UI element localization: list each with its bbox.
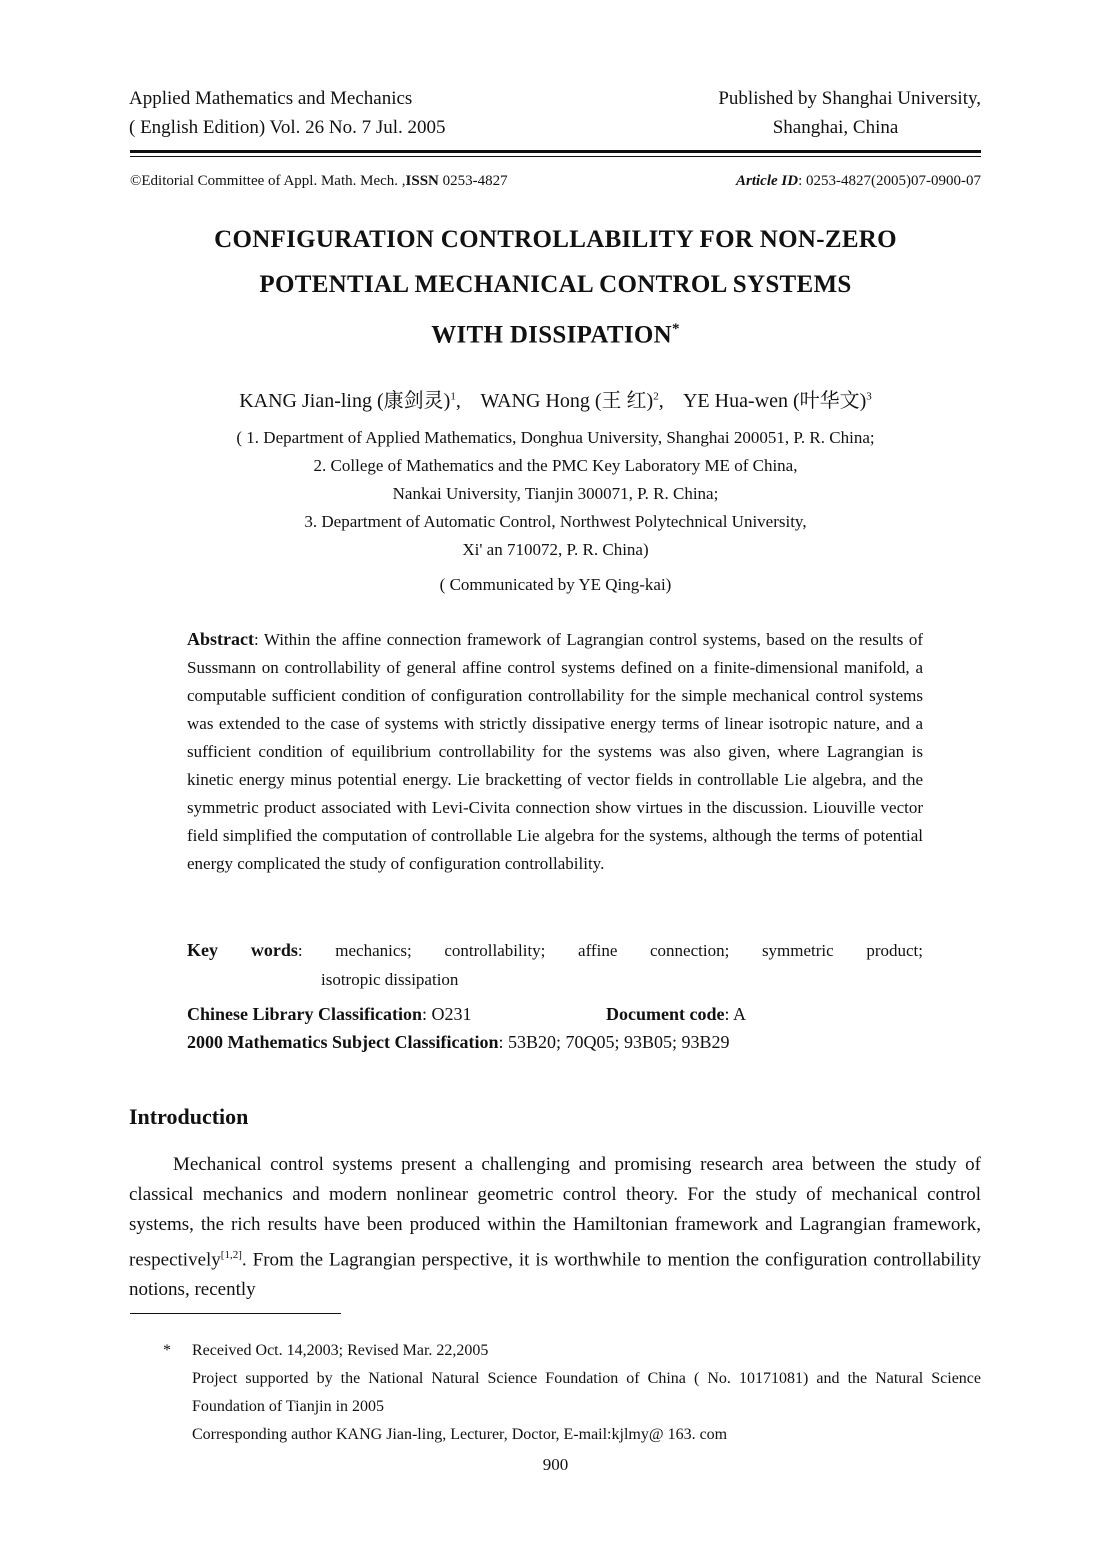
journal-name: Applied Mathematics and Mechanics xyxy=(129,88,413,109)
title-line-1: CONFIGURATION CONTROLLABILITY FOR NON-ZERO xyxy=(214,226,897,253)
affiliation-3-cont: Xi' an 710072, P. R. China) xyxy=(462,540,649,559)
clc-value: : O231 xyxy=(422,1004,472,1024)
abstract-label: Abstract xyxy=(187,629,254,649)
title-line-2: POTENTIAL MECHANICAL CONTROL SYSTEMS xyxy=(259,271,852,298)
issn-value: 0253-4827 xyxy=(442,173,508,189)
keywords-label: Key words xyxy=(187,940,298,960)
affiliation-2: 2. College of Mathematics and the PMC Key Laboratory ME of China, xyxy=(313,456,798,475)
publisher: Published by Shanghai University, xyxy=(718,88,981,109)
article-id-value: : 0253-4827(2005)07-0900-07 xyxy=(798,173,981,189)
msc-label: 2000 Mathematics Subject Classification xyxy=(187,1032,499,1052)
doc-code-label: Document code xyxy=(606,1004,725,1024)
footnote-mark: * xyxy=(163,1342,171,1359)
footnote-corresponding: Corresponding author KANG Jian-ling, Lecturer, Doctor, E-mail:kjlmy@ 163. com xyxy=(192,1426,728,1443)
author-separator: , xyxy=(455,390,461,412)
msc-value: : 53B20; 70Q05; 93B05; 93B29 xyxy=(498,1032,730,1052)
section-heading-introduction: Introduction xyxy=(129,1104,249,1129)
author-1: KANG Jian-ling (康剑灵) xyxy=(239,390,451,412)
publisher-location: Shanghai, China xyxy=(772,117,899,138)
title-footnote-mark: * xyxy=(671,321,680,337)
footnote-rule xyxy=(130,1313,341,1314)
copyright-line xyxy=(130,173,508,190)
author-2: WANG Hong (王 红) xyxy=(480,390,654,412)
abstract-text: : Within the affine connection framework of Lagrangian control systems, based on the results of Sussmann on controllability of general affine control systems defined on a finite-dimensional manifold, a computable sufficient condition of configuration controllability for the simple mechanical control systems was extended to the case of systems with strictly dissipative energy terms of linear isotropic nature, and a sufficient condition of equilibrium controllability for the systems was also given, where Lagrangian is kinetic energy minus potential energy. Lie bracketting of vector fields in controllable Lie algebra, and the symmetric product associated with Levi-Civita connection show virtues in the discussion. Liouville vector field simplified the computation of controllable Lie algebra for the systems, although the terms of potential energy complicated the study of configuration controllability. xyxy=(187,630,923,873)
affiliation-3: 3. Department of Automatic Control, Northwest Polytechnical University, xyxy=(304,512,807,531)
keywords-line-2: isotropic dissipation xyxy=(321,970,459,989)
keywords xyxy=(187,940,923,961)
article-id xyxy=(650,173,981,190)
footnote-funding: Project supported by the National Natural Science Foundation of China ( No. 10171081) and the Natural Science Foundation of Tianjin in 2005 xyxy=(192,1370,981,1415)
affiliation-1: ( 1. Department of Applied Mathematics, Donghua University, Shanghai 200051, P. R. China; xyxy=(236,428,875,447)
issn-label: ISSN xyxy=(405,173,439,189)
introduction-text-cont: . From the Lagrangian perspective, it is worthwhile to mention the configuration controllability notions, recently xyxy=(129,1249,981,1301)
page-number: 900 xyxy=(542,1455,569,1474)
communicated-by: ( Communicated by YE Qing-kai) xyxy=(439,575,672,594)
affiliation-2-cont: Nankai University, Tianjin 300071, P. R. China; xyxy=(392,484,719,503)
clc-label: Chinese Library Classification xyxy=(187,1004,423,1024)
header-rule-thick xyxy=(130,150,981,153)
keywords-line-1: : mechanics; controllability; affine connection; symmetric product; xyxy=(297,941,923,960)
copyright: ©Editorial Committee of Appl. Math. Mech. , xyxy=(130,173,406,189)
author-separator: , xyxy=(658,390,664,412)
author-3-affil: 3 xyxy=(866,390,872,403)
header-rule-thin xyxy=(130,156,981,157)
msc xyxy=(187,1032,730,1053)
clc xyxy=(187,1004,472,1025)
article-id-label: Article ID xyxy=(736,173,799,189)
journal-volume: ( English Edition) Vol. 26 No. 7 Jul. 2005 xyxy=(129,117,446,138)
author-1-affil: 1 xyxy=(450,390,456,403)
citation: [1,2] xyxy=(220,1249,242,1261)
author-2-affil: 2 xyxy=(653,390,659,403)
document-code xyxy=(606,1004,746,1025)
introduction-text: Mechanical control systems present a challenging and promising research area between the study of classical mechanics and modern nonlinear geometric control theory. For the study of mechanical control systems, the rich results have been produced within the Hamiltonian framework and Lagrangian framework, respectively xyxy=(129,1154,981,1271)
authors xyxy=(0,384,1111,413)
introduction-paragraph xyxy=(129,1150,981,1305)
doc-code-value: : A xyxy=(724,1004,746,1024)
title-line-3-text: WITH DISSIPATION xyxy=(431,321,672,349)
author-3: YE Hua-wen (叶华文) xyxy=(682,390,867,412)
title-line-3 xyxy=(0,306,1111,358)
abstract xyxy=(187,625,923,878)
footnote-received: Received Oct. 14,2003; Revised Mar. 22,2005 xyxy=(192,1342,489,1359)
